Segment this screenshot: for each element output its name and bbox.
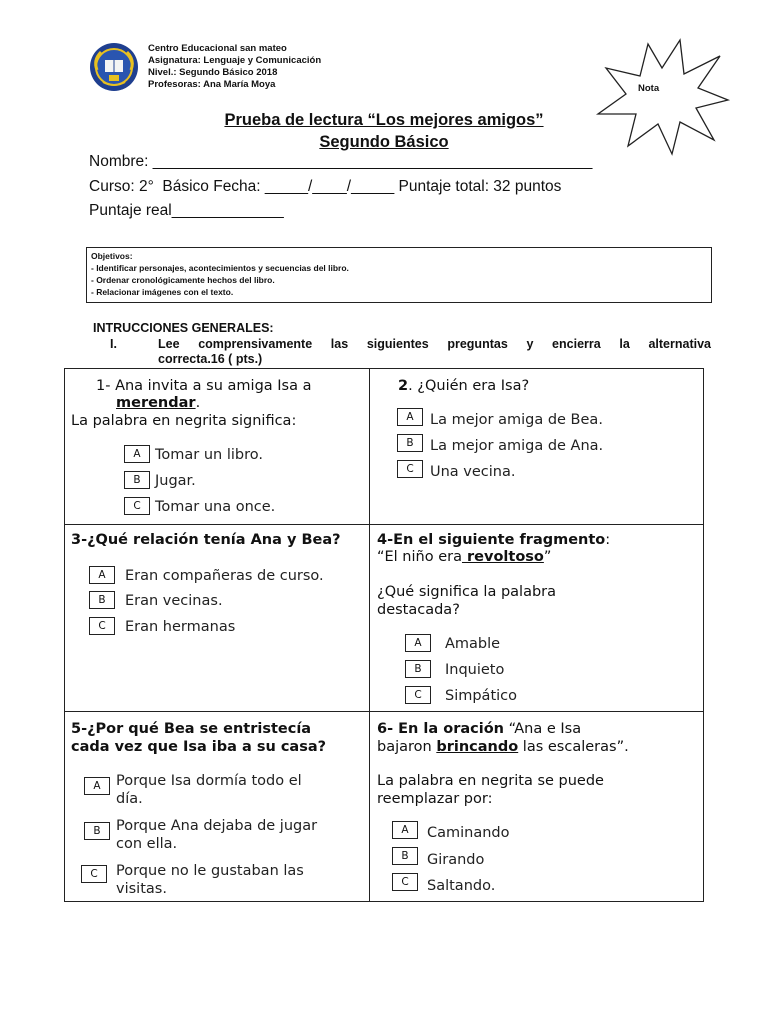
option-a-box[interactable]: A [405, 634, 431, 652]
option-c-box[interactable]: C [397, 460, 423, 478]
q2-option-a[interactable]: La mejor amiga de Bea. [430, 412, 603, 428]
q1-dot: . [195, 395, 201, 411]
page-title: Prueba de lectura “Los mejores amigos” [224, 111, 544, 129]
option-c-box[interactable]: C [405, 686, 431, 704]
option-c-box[interactable]: C [392, 873, 418, 891]
q6-option-a[interactable]: Caminando [427, 825, 510, 841]
option-a-box[interactable]: A [89, 566, 115, 584]
option-c-box[interactable]: C [89, 617, 115, 635]
q2-option-c[interactable]: Una vecina. [430, 464, 516, 480]
q6-text: 6- En la oración [377, 721, 504, 737]
objectives-heading: Objetivos: [91, 251, 133, 261]
option-b-box[interactable]: B [392, 847, 418, 865]
instructions-line2: correcta.16 ( pts.) [158, 352, 263, 366]
objective-item: - Relacionar imágenes con el texto. [91, 287, 234, 297]
option-b-box[interactable]: B [84, 822, 110, 840]
q6-prompt-2: reemplazar por: [377, 791, 493, 807]
q6-keyword: brincando [436, 739, 519, 755]
q4-prompt-2: destacada? [377, 602, 460, 618]
q4-keyword: revoltoso [461, 549, 544, 565]
option-b-box[interactable]: B [405, 660, 431, 678]
option-a-box[interactable]: A [124, 445, 150, 463]
q6-option-c[interactable]: Saltando. [427, 878, 496, 894]
q1-option-c[interactable]: Tomar una once. [155, 499, 276, 515]
q3-option-b[interactable]: Eran vecinas. [125, 593, 223, 609]
level-line: Nivel.: Segundo Básico 2018 [148, 67, 278, 78]
q5-option-c-2[interactable]: visitas. [116, 881, 167, 897]
q4-colon: : [605, 532, 611, 548]
q3-text: 3-¿Qué relación tenía Ana y Bea? [71, 532, 341, 548]
option-a-box[interactable]: A [397, 408, 423, 426]
q6-quote-end: las escaleras”. [518, 739, 629, 755]
option-c-box[interactable]: C [81, 865, 107, 883]
q5-option-b[interactable]: Porque Ana dejaba de jugar [116, 818, 318, 834]
option-b-box[interactable]: B [397, 434, 423, 452]
q4-quote-end: ” [543, 549, 552, 565]
q6-quote-2: bajaron [377, 739, 437, 755]
q5-text-2: cada vez que Isa iba a su casa? [71, 739, 327, 755]
option-b-box[interactable]: B [89, 591, 115, 609]
objective-item: - Ordenar cronológicamente hechos del libro. [91, 275, 275, 285]
teacher-line: Profesoras: Ana María Moya [148, 79, 276, 90]
q5-option-a-2[interactable]: día. [116, 791, 143, 807]
objectives-box [86, 247, 712, 303]
score-field[interactable]: Puntaje real_____________ [89, 202, 284, 219]
q4-quote: “El niño era [377, 549, 462, 565]
q6-option-b[interactable]: Girando [427, 852, 485, 868]
table-divider [64, 711, 704, 712]
q2-option-b[interactable]: La mejor amiga de Ana. [430, 438, 604, 454]
q3-option-c[interactable]: Eran hermanas [125, 619, 236, 635]
q1-keyword: merendar [116, 395, 196, 411]
page-subtitle: Segundo Básico [319, 133, 449, 151]
q5-text: 5-¿Por qué Bea se entristecía [71, 721, 312, 737]
q5-option-c[interactable]: Porque no le gustaban las [116, 863, 304, 879]
q5-option-a[interactable]: Porque Isa dormía todo el [116, 773, 302, 789]
q1-option-a[interactable]: Tomar un libro. [155, 447, 263, 463]
option-b-box[interactable]: B [124, 471, 150, 489]
q4-option-b[interactable]: Inquieto [445, 662, 505, 678]
q1-prompt: La palabra en negrita significa: [71, 413, 297, 429]
school-name: Centro Educacional san mateo [148, 43, 287, 54]
q6-prompt: La palabra en negrita se puede [377, 773, 604, 789]
q2-number: 2 [398, 378, 409, 394]
q1-text: 1- Ana invita a su amiga Isa a [96, 378, 312, 394]
subject-line: Asignatura: Lenguaje y Comunicación [148, 55, 322, 66]
q4-prompt: ¿Qué significa la palabra [377, 584, 557, 600]
q1-option-b[interactable]: Jugar. [155, 473, 196, 489]
table-divider [369, 368, 370, 902]
course-date-field[interactable]: Curso: 2° Básico Fecha: _____/____/_____ Puntaje total: 32 puntos [89, 178, 562, 195]
q4-option-c[interactable]: Simpático [445, 688, 518, 704]
q4-option-a[interactable]: Amable [445, 636, 501, 652]
q2-text: . ¿Quién era Isa? [408, 378, 530, 394]
name-field[interactable]: Nombre: ___________________________________________________ [89, 153, 593, 170]
option-a-box[interactable]: A [84, 777, 110, 795]
option-a-box[interactable]: A [392, 821, 418, 839]
instructions-heading: INTRUCCIONES GENERALES: [93, 321, 274, 335]
instructions-numeral: I. [110, 337, 117, 351]
table-divider [64, 524, 704, 525]
instructions-line1: Lee comprensivamente las siguientes preguntas y encierra la alternativa [158, 337, 711, 351]
grade-label: Nota [638, 83, 660, 94]
q3-option-a[interactable]: Eran compañeras de curso. [125, 568, 324, 584]
q4-text: 4-En el siguiente fragmento [377, 532, 606, 548]
objective-item: - Identificar personajes, acontecimientos y secuencias del libro. [91, 263, 349, 273]
school-logo [89, 42, 139, 92]
q6-quote: “Ana e Isa [503, 721, 582, 737]
option-c-box[interactable]: C [124, 497, 150, 515]
q5-option-b-2[interactable]: con ella. [116, 836, 178, 852]
